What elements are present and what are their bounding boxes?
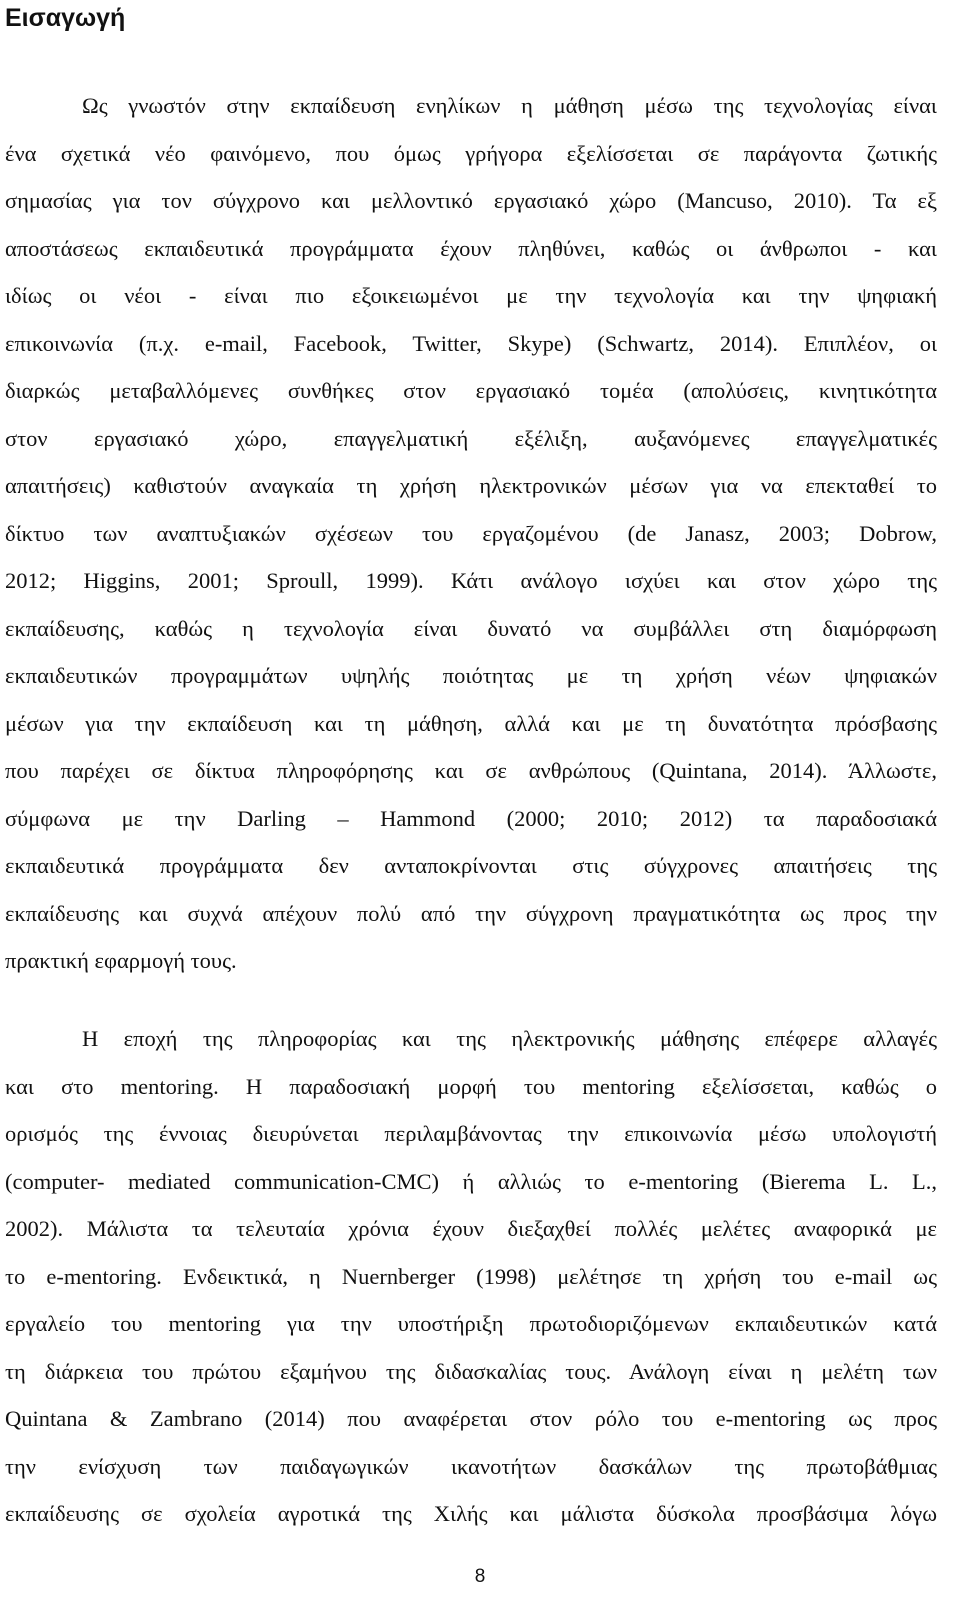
text-line: εκπαίδευσης, καθώς η τεχνολογία είναι δυνατό να συμβάλλει στη διαμόρφωση xyxy=(5,615,937,641)
text-line: Quintana & Zambrano (2014) που αναφέρεται στον ρόλο του e-mentoring ως προς xyxy=(5,1406,937,1431)
text-line: ορισμός της έννοιας διευρύνεται περιλαμβάνοντας την επικοινωνία μέσω υπολογιστή xyxy=(5,1121,937,1146)
text-line: Η εποχή της πληροφορίας και της ηλεκτρονικής μάθησης επέφερε αλλαγές xyxy=(82,1026,937,1051)
text-line: πρακτική εφαρμογή τους. xyxy=(5,948,237,973)
section-heading: Εισαγωγή xyxy=(5,4,126,32)
page-number: 8 xyxy=(474,1566,486,1587)
text-line: εργαλείο του mentoring για την υποστήριξη πρωτοδιοριζόμενων εκπαιδευτικών κατά xyxy=(5,1311,937,1336)
paragraph-2 xyxy=(5,1015,937,1538)
text-line: επικοινωνία (π.χ. e-mail, Facebook, Twitter, Skype) (Schwartz, 2014). Επιπλέον, οι xyxy=(5,330,937,356)
paragraph-1 xyxy=(5,82,937,985)
text-line: σύμφωνα με την Darling – Hammond (2000; 2010; 2012) τα παραδοσιακά xyxy=(5,805,937,831)
text-line: που παρέχει σε δίκτυα πληροφόρησης και σε ανθρώπους (Quintana, 2014). Άλλωστε, xyxy=(5,758,937,783)
text-line: τη διάρκεια του πρώτου εξαμήνου της διδασκαλίας τους. Ανάλογη είναι η μελέτη των xyxy=(5,1358,937,1384)
text-line: μέσων για την εκπαίδευση και τη μάθηση, αλλά και με τη δυνατότητα πρόσβασης xyxy=(5,710,937,736)
text-line: σημασίας για τον σύγχρονο και μελλοντικό εργασιακό χώρο (Mancuso, 2010). Τα εξ xyxy=(5,188,937,213)
text-line: εκπαιδευτικών προγραμμάτων υψηλής ποιότητας με τη χρήση νέων ψηφιακών xyxy=(5,663,937,688)
text-line: εκπαιδευτικά προγράμματα δεν ανταποκρίνονται στις σύγχρονες απαιτήσεις της xyxy=(5,853,937,878)
text-line: την ενίσχυση των παιδαγωγικών ικανοτήτων δασκάλων της πρωτοβάθμιας xyxy=(5,1453,937,1479)
text-line: διαρκώς μεταβαλλόμενες συνθήκες στον εργασιακό τομέα (απολύσεις, κινητικότητα xyxy=(5,378,937,403)
text-line: δίκτυο των αναπτυξιακών σχέσεων του εργαζομένου (de Janasz, 2003; Dobrow, xyxy=(5,520,937,546)
text-line: ιδίως οι νέοι - είναι πιο εξοικειωμένοι με την τεχνολογία και την ψηφιακή xyxy=(5,283,937,308)
text-line: Ως γνωστόν στην εκπαίδευση ενηλίκων η μάθηση μέσω της τεχνολογίας είναι xyxy=(82,93,937,118)
text-line: 2012; Higgins, 2001; Sproull, 1999). Κάτι ανάλογο ισχύει και στον χώρο της xyxy=(5,568,937,593)
text-line: ένα σχετικά νέο φαινόμενο, που όμως γρήγορα εξελίσσεται σε παράγοντα ζωτικής xyxy=(5,140,937,166)
text-line: απαιτήσεις) καθιστούν αναγκαία τη χρήση ηλεκτρονικών μέσων για να επεκταθεί το xyxy=(5,473,937,498)
text-line: το e-mentoring. Ενδεικτικά, η Nuernberger (1998) μελέτησε τη χρήση του e-mail ως xyxy=(5,1263,937,1289)
text-line: και στο mentoring. Η παραδοσιακή μορφή του mentoring εξελίσσεται, καθώς ο xyxy=(5,1073,937,1099)
text-line: εκπαίδευσης σε σχολεία αγροτικά της Χιλής και μάλιστα δύσκολα προσβάσιμα λόγω xyxy=(5,1501,937,1526)
text-line: εκπαίδευσης και συχνά απέχουν πολύ από την σύγχρονη πραγματικότητα ως προς την xyxy=(5,900,937,926)
text-line: (computer- mediated communication-CMC) ή αλλιώς το e-mentoring (Bierema L. L., xyxy=(5,1168,937,1194)
text-line: 2002). Μάλιστα τα τελευταία χρόνια έχουν διεξαχθεί πολλές μελέτες αναφορικά με xyxy=(5,1216,937,1241)
text-line: αποστάσεως εκπαιδευτικά προγράμματα έχουν πληθύνει, καθώς οι άνθρωποι - και xyxy=(5,235,937,261)
text-line: στον εργασιακό χώρο, επαγγελματική εξέλιξη, αυξανόμενες επαγγελματικές xyxy=(5,425,937,451)
